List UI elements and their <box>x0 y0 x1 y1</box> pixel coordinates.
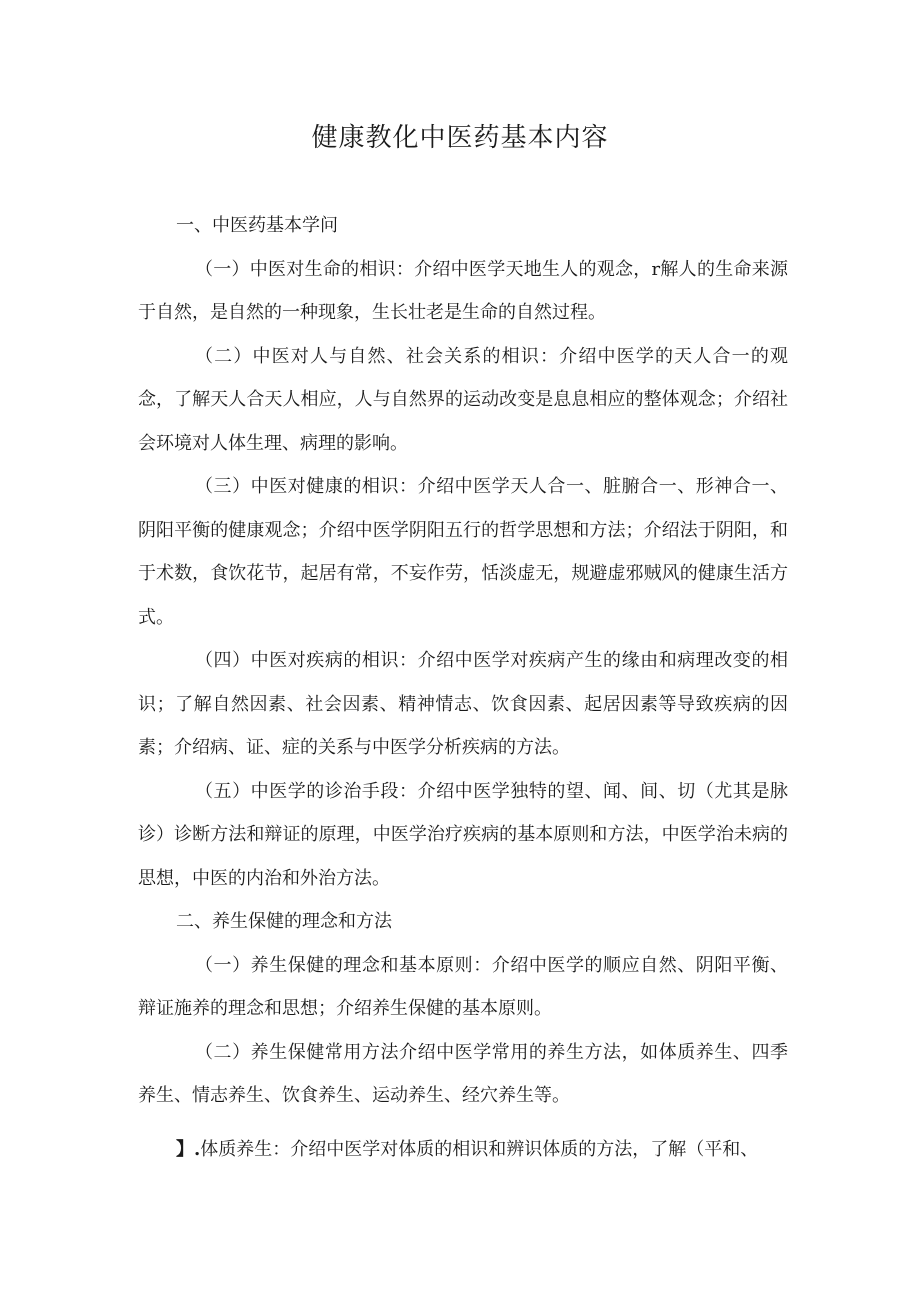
section-heading-1: 一、中医药基本学问 <box>176 215 338 236</box>
section-heading-2: 二、养生保健的理念和方法 <box>176 911 392 932</box>
list-item-text: 体质养生：介绍中医学对体质的相识和辨识体质的方法，了解（平和、 <box>200 1138 759 1160</box>
paragraph-health-methods: （二）养生保健常用方法介绍中医学常用的养生方法，如体质养生、四季养生、情志养生、饮食养生、运动养生、经穴养生等。 <box>138 1041 788 1106</box>
document-title: 健康教化中医药基本内容 <box>311 123 609 153</box>
document-body <box>138 204 788 1171</box>
list-item-constitution <box>138 1128 788 1172</box>
paragraph-life-view: （一）中医对生命的相识：介绍中医学天地生人的观念，r解人的生命来源于自然，是自然的一种现象，生长壮老是生命的自然过程。 <box>138 258 788 323</box>
paragraph-health-view: （三）中医对健康的相识：介绍中医学天人合一、脏腑合一、形神合一、阴阳平衡的健康观念；介绍中医学阴阳五行的哲学思想和方法；介绍法于阴阳，和于术数，食饮花节，起居有常，不妄作劳，恬淡虚无，规避虚邪贼风的健康生活方式。 <box>138 476 788 628</box>
list-item-marker: 】. <box>176 1138 201 1160</box>
paragraph-health-principles: （一）养生保健的理念和基本原则：介绍中医学的顺应自然、阴阳平衡、辩证施养的理念和思想；介绍养生保健的基本原则。 <box>138 954 788 1019</box>
paragraph-diagnosis-treatment: （五）中医学的诊治手段：介绍中医学独特的望、闻、间、切（尤其是脉诊）诊断方法和辩证的原理，中医学治疗疾病的基本原则和方法，中医学治未病的思想，中医的内治和外治方法。 <box>138 780 788 889</box>
paragraph-nature-society: （二）中医对人与自然、社会关系的相识：介绍中医学的天人合一的观念，了解天人合天人相应，人与自然界的运动改变是息息相应的整体观念；介绍社会环境对人体生理、病理的影响。 <box>138 345 788 454</box>
paragraph-disease-view: （四）中医对疾病的相识：介绍中医学对疾病产生的缘由和病理改变的相识；了解自然因素、社会因素、精神情志、饮食因素、起居因素等导致疾病的因素；介绍病、证、症的关系与中医学分析疾病的方法。 <box>138 650 788 758</box>
